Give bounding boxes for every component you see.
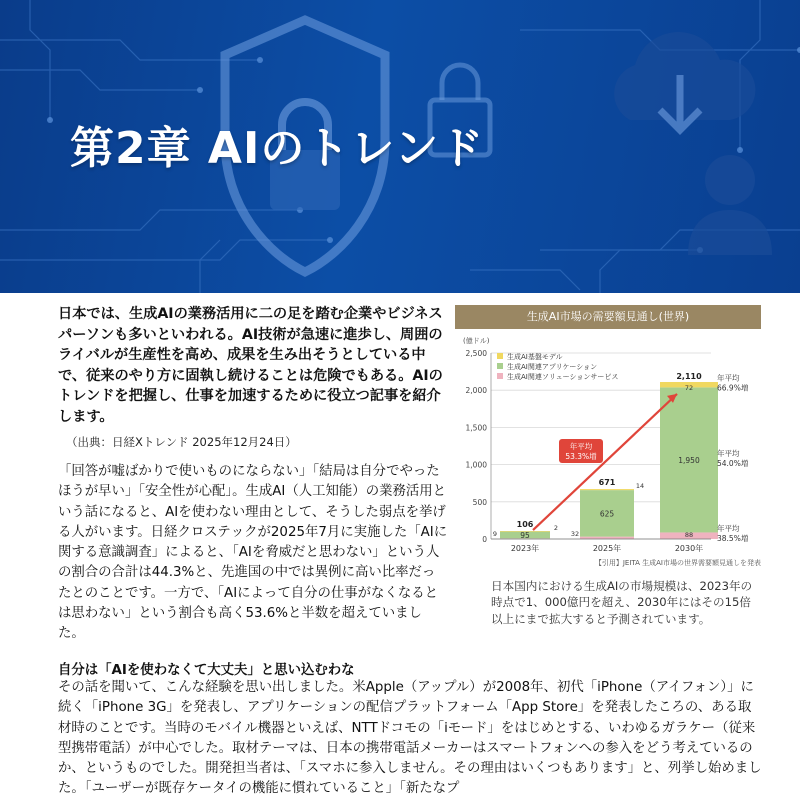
y-axis-unit: (億ドル) — [463, 337, 490, 345]
data-label: 32 — [570, 530, 580, 538]
source-note: （出典：日経Xトレンド 2025年12月24日） — [66, 435, 297, 449]
data-label: 72 — [684, 384, 694, 393]
y-tick-label: 0 — [482, 535, 487, 544]
y-tick-label: 1,000 — [465, 460, 487, 470]
bar-total-label: 671 — [598, 478, 616, 488]
chart-citation: 【引用】JEITA 生成AI市場の世界需要額見通しを発表 — [594, 559, 761, 567]
lead-paragraph: 日本では、生成AIの業務活用に二の足を踏む企業やビジネスパーソンも多いといわれる。AI技術が急速に進歩し、周囲のライバルが生産性を高め、成果を生み出そうとしている中で、従来のやり方に固執し続けることは危険でもある。AIのトレンドを把握し、仕事を加速するために役立つ記事を紹介します。 — [58, 306, 443, 425]
bar-total-label: 106 — [516, 520, 534, 530]
legend-label: 生成AI関連アプリケーション — [507, 363, 598, 371]
legend-label: 生成AI関連ソリューションサービス — [507, 373, 619, 381]
bar-segment — [580, 489, 634, 490]
legend-swatch — [497, 363, 503, 369]
x-tick-label: 2025年 — [592, 544, 622, 553]
user-icon — [680, 140, 780, 260]
data-label: 14 — [635, 482, 645, 491]
y-tick-label: 1,500 — [465, 423, 487, 433]
growth-label-line1: 年平均 — [717, 373, 740, 383]
y-tick-label: 2,000 — [465, 386, 487, 396]
data-label: 95 — [520, 530, 530, 540]
data-label: 9 — [492, 530, 498, 538]
bar-total-label: 2,110 — [676, 372, 702, 382]
data-label: 2 — [553, 524, 559, 533]
chart-plot — [455, 329, 761, 557]
x-tick-label: 2030年 — [674, 544, 704, 553]
y-tick-label: 500 — [472, 497, 487, 507]
arrow-label-line1: 年平均 — [569, 442, 593, 451]
growth-label-line1: 年平均 — [717, 448, 740, 458]
page-title: 第2章 AIのトレンド — [70, 123, 485, 174]
body-paragraph-2: その話を聞いて、こんな経験を思い出しました。米Apple（アップル）が2008年、初代「iPhone（アイフォン）」に続く「iPhone 3G」を発表し、アプリケーションの配信プラットフォーム「App Store」を発表したころの、ある取材時のことです。当時のモバイル機器といえば、NTTドコモの「iモード」をはじめとする、いわゆるガラケー（従来型携帯電話）が中心でした。取材テーマは、日本の携帯電話メーカーはスマートフォンへの参入をどう考えているのか、というものでした。開発担当者は、「スマホに参入しません。その理由はいくつもあります」と、列挙し始めました。「ユーザーが既存ケータイの機能に慣れていること」「新たなプ — [58, 680, 762, 797]
market-chart — [455, 305, 761, 573]
cloud-download-icon — [590, 20, 760, 150]
chart-caption: 日本国内における生成AIの市場規模は、2023年の時点で1、000億円を超え、2030年にはその15倍以上にまで拡大すると予測されています。 — [491, 579, 753, 626]
growth-label-line2: 38.5%増 — [717, 534, 749, 544]
growth-label-line2: 66.9%増 — [717, 383, 749, 393]
x-tick-label: 2023年 — [510, 544, 540, 553]
legend-swatch — [497, 353, 503, 359]
data-label: 625 — [599, 509, 615, 519]
body-paragraph-1: 「回答が嘘ばかりで使いものにならない」「結局は自分でやったほうが早い」「安全性が心配」。生成AI（人工知能）の業務活用という話になると、AIを使わない理由として、そうした弱点を挙げる人がいます。日経クロステックが2025年7月に実施した「AIに関する意識調査」によると、「AIを脅威だと思わない」という人の割合の合計は44.3%と、先進国の中では異例に高い比率だったとのことです。一方で、「AIによって自分の仕事がなくなるとは思わない」という割合も高く53.6%と半数を超えていました。 — [58, 464, 448, 642]
y-tick-label: 2,500 — [465, 349, 487, 358]
hero-banner — [0, 0, 800, 293]
data-label: 1,950 — [678, 455, 700, 465]
chart-title: 生成AI市場の需要額見通し(世界) — [455, 305, 761, 329]
section-heading: 自分は「AIを使わなくて大丈夫」と思い込むわな — [58, 663, 355, 678]
growth-label-line2: 54.0%増 — [717, 458, 749, 468]
arrow-label-line2: 53.3%増 — [565, 452, 597, 461]
legend-label: 生成AI基盤モデル — [507, 353, 563, 361]
data-label: 88 — [684, 531, 694, 539]
growth-label-line1: 年平均 — [717, 524, 740, 534]
legend-swatch — [497, 373, 503, 379]
